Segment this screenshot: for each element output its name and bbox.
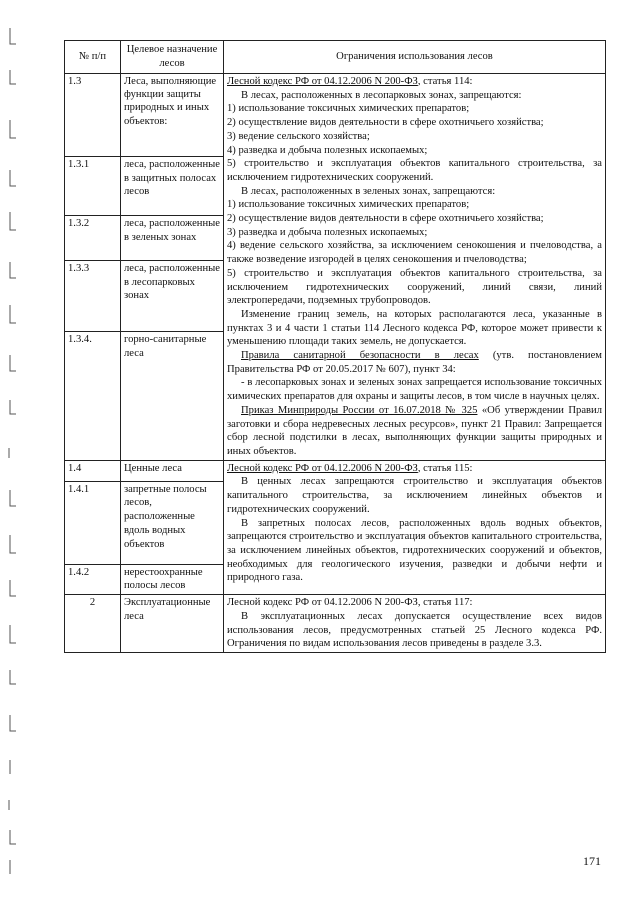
row-purpose: леса, расположенные в лесопарковых зонах [121,261,224,332]
ref-tail: , статья 114: [417,76,473,87]
row-num: 1.4.2 [65,564,121,594]
paragraph: В запретных полосах лесов, расположенных вдоль водных объектов, запрещаются строительство и эксплуатация объектов капитального строительства, за исключением линейных объектов, гидротехнических сооружений и объектов, необходимых для геологического изучения, разведки и добычи нефти и природного газа. [227,517,602,584]
binding-marks-graphic [0,0,22,905]
restrictions-cell-exploitation [224,595,606,653]
paragraph: В эксплуатационных лесах допускается осуществление всех видов использования лесов, предусмотренных статьей 25 Лесного кодекса РФ. Ограничения по видам использования лесов приведены в разделе 3.3. [227,610,602,650]
row-purpose: Леса, выполняющие функции защиты природных и иных объектов: [121,74,224,157]
row-num: 1.3.4. [65,332,121,461]
paragraph: Изменение границ земель, на которых располагаются леса, указанные в пунктах 3 и 4 части 1 статьи 114 Лесного кодекса РФ, которое может привести к уменьшению площади таких земель, не допускается. [227,308,602,348]
paragraph: - в лесопарковых зонах и зеленых зонах запрещается использование токсичных химических препаратов для охраны и защиты лесов, в том числе в научных целях. [227,377,602,403]
row-num: 1.3.1 [65,157,121,216]
list-item: 1) использование токсичных химических препаратов; [227,199,470,211]
list-item: 2) осуществление видов деятельности в сфере охотничьего хозяйства; [227,117,544,129]
forest-code-link[interactable]: Лесной кодекс РФ от 04.12.2006 N 200-ФЗ [227,76,418,87]
ref-text: Лесной кодекс РФ от 04.12.2006 N 200-ФЗ, статья 117: [227,597,473,609]
list-item: 4) разведка и добыча полезных ископаемых; [227,144,428,156]
row-purpose: леса, расположенные в защитных полосах лесов [121,157,224,216]
row-purpose: леса, расположенные в зеленых зонах [121,216,224,261]
restrictions-cell-valuable [224,460,606,594]
row-num: 1.4 [65,460,121,481]
list-item: 3) разведка и добыча полезных ископаемых; [227,226,428,238]
list-item: 4) ведение сельского хозяйства, за исключением сенокошения и пчеловодства, а также возведение изгородей в целях сенокошения и пчеловодства; [227,240,602,266]
restrictions-cell-protective [224,74,606,461]
table-header-row [65,41,606,74]
table-row [65,74,606,157]
prikaz-link[interactable]: Приказ Минприроды России от 16.07.2018 № 325 [241,404,478,416]
row-purpose: горно-санитарные леса [121,332,224,461]
list-item: 5) строительство и эксплуатация объектов капитального строительства, за исключением гидротехнических сооружений. [227,158,602,183]
row-purpose: Эксплуатационные леса [121,595,224,653]
row-num: 1.3 [65,74,121,157]
page-number: 171 [583,854,601,868]
row-num: 1.4.1 [65,481,121,564]
row-purpose: запретные полосы лесов, расположенные вдоль водных объектов [121,481,224,564]
row-num: 1.3.2 [65,216,121,261]
list-item: 1) использование токсичных химических препаратов; [227,103,470,115]
header-restrictions: Ограничения использования лесов [224,41,606,74]
row-num: 2 [65,595,121,653]
forest-code-link[interactable]: Лесной кодекс РФ от 04.12.2006 N 200-ФЗ [227,462,418,474]
list-item: 2) осуществление видов деятельности в сфере охотничьего хозяйства; [227,213,544,225]
row-purpose: Ценные леса [121,460,224,481]
sanitary-tail: (утв. постановлением Правительства РФ от 20.05.2017 № 607), пункт 34: [227,350,602,375]
row-purpose: нерестоохранные полосы лесов [121,564,224,594]
sanitary-rules-link[interactable]: Правила санитарной безопасности в лесах [241,350,479,362]
table-row [65,595,606,653]
paragraph: В ценных лесах запрещаются строительство и эксплуатация объектов капитального строительства, за исключением линейных объектов и гидротехнических сооружений. [227,476,602,515]
row-num: 1.3.3 [65,261,121,332]
restrictions-table [64,40,606,653]
header-purpose: Целевое назначение лесов [121,41,224,74]
paragraph: В лесах, расположенных в лесопарковых зонах, запрещаются: [241,89,522,101]
list-item: 5) строительство и эксплуатация объектов капитального строительства, за исключением гидротехнических сооружений, линий связи, линий электропередачи, подземных трубопроводов. [227,267,602,307]
list-item: 3) ведение сельского хозяйства; [227,130,370,142]
prikaz-tail: «Об утверждении Правил заготовки и сбора недревесных лесных ресурсов», пункт 21 Правил: Запрещается сбор лесной подстилки в лесах, выполняющих функции защиты природных и иных объектов. [227,404,602,457]
binding-marks [0,0,22,905]
header-num: № п/п [65,41,121,74]
ref-tail: , статья 115: [417,462,473,474]
paragraph: В лесах, расположенных в зеленых зонах, запрещаются: [241,185,496,197]
table-row [65,460,606,481]
